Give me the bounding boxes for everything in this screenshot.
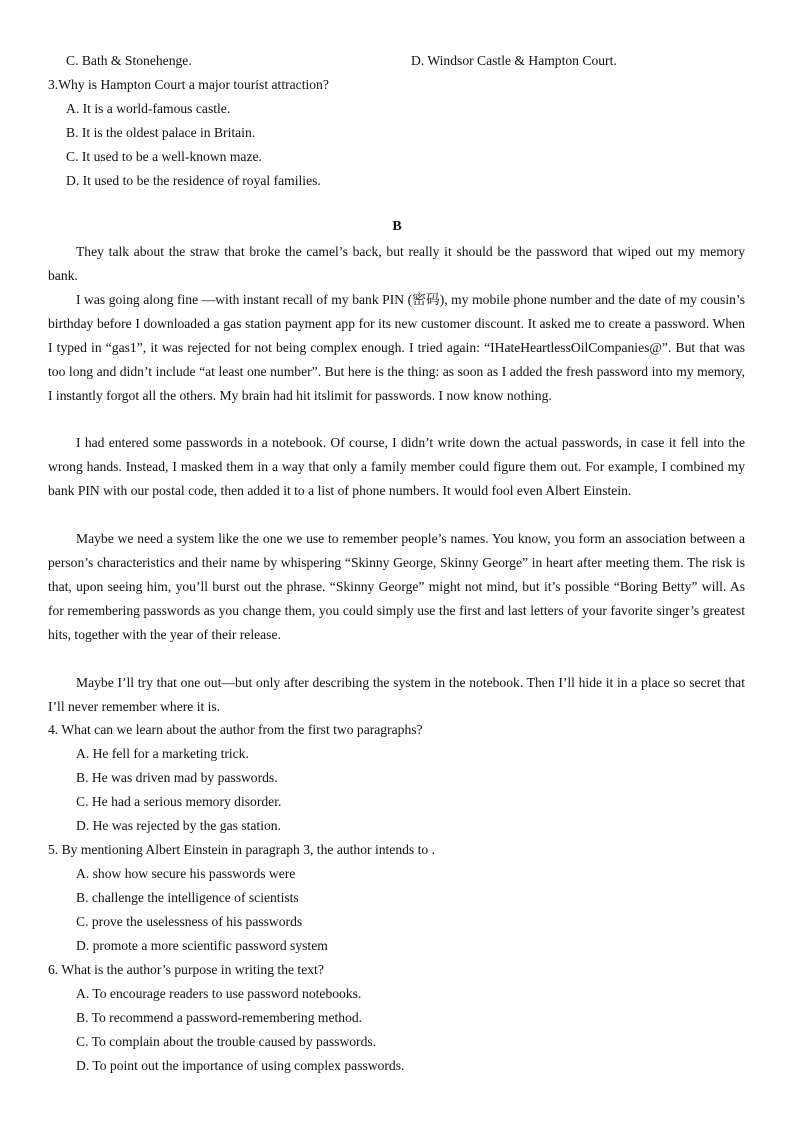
q3-stem: 3.Why is Hampton Court a major tourist attraction? (48, 77, 329, 92)
q3-option-c: C. It used to be a well-known maze. (66, 149, 262, 164)
q6-option-d: D. To point out the importance of using complex passwords. (76, 1058, 405, 1073)
passage-paragraph-3: I had entered some passwords in a notebook. Of course, I didn’t write down the actual passwords, in case it fell into the wrong hands. Instead, I masked them in a way that only a family member could figure them out. For example, I combined my bank PIN with our postal code, then added it to a list of phone numbers. It would fool even Albert Einstein. (48, 435, 745, 498)
q3-option-a: A. It is a world-famous castle. (66, 101, 231, 116)
q2-option-d: D. Windsor Castle & Hampton Court. (411, 53, 617, 68)
passage-paragraph-2: I was going along fine —with instant recall of my bank PIN (密码), my mobile phone number and the date of my cousin’s birthday before I downloaded a gas station payment app for its new customer discount. It asked me to create a password. When I typed in “gas1”, it was rejected for not being complex enough. I tried again: “IHateHeartlessOilCompanies@”. But that was too long and didn’t include “at least one number”. But here is the thing: as soon as I added the fresh password into my memory, I instantly forgot all the others. My brain had hit itslimit for passwords. I now know nothing. (48, 292, 745, 403)
q5-option-a: A. show how secure his passwords were (76, 866, 296, 881)
q5-option-b: B. challenge the intelligence of scientists (76, 890, 299, 905)
q5-stem: 5. By mentioning Albert Einstein in paragraph 3, the author intends to . (48, 842, 435, 857)
section-heading: B (392, 219, 402, 234)
q3-option-d: D. It used to be the residence of royal families. (66, 173, 321, 188)
q4-option-c: C. He had a serious memory disorder. (76, 794, 282, 809)
q4-option-d: D. He was rejected by the gas station. (76, 818, 281, 833)
q2-option-c: C. Bath & Stonehenge. (66, 53, 192, 68)
passage-paragraph-4: Maybe we need a system like the one we use to remember people’s names. You know, you form an association between a person’s characteristics and their name by whispering “Skinny George, Skinny George” in heart after meeting them. The risk is that, upon seeing him, you’ll burst out the phrase. “Skinny George” might not mind, but it’s possible “Boring Betty” will. As for remembering passwords as you change them, you could simply use the first and last letters of your favorite singer’s greatest hits, together with the year of their release. (48, 531, 745, 642)
q4-option-b: B. He was driven mad by passwords. (76, 770, 278, 785)
passage-paragraph-5: Maybe I’ll try that one out—but only after describing the system in the notebook. Then I’ll hide it in a place so secret that I’ll never remember where it is. (48, 675, 745, 714)
q6-stem: 6. What is the author’s purpose in writing the text? (48, 962, 324, 977)
q4-stem: 4. What can we learn about the author from the first two paragraphs? (48, 722, 423, 737)
q6-option-a: A. To encourage readers to use password notebooks. (76, 986, 362, 1001)
q6-option-c: C. To complain about the trouble caused by passwords. (76, 1034, 377, 1049)
q5-option-d: D. promote a more scientific password system (76, 938, 328, 953)
q4-option-a: A. He fell for a marketing trick. (76, 746, 249, 761)
q6-option-b: B. To recommend a password-remembering method. (76, 1010, 363, 1025)
q3-option-b: B. It is the oldest palace in Britain. (66, 125, 256, 140)
passage-paragraph-1: They talk about the straw that broke the camel’s back, but really it should be the password that wiped out my memory bank. (48, 244, 745, 283)
q5-option-c: C. prove the uselessness of his passwords (76, 914, 303, 929)
